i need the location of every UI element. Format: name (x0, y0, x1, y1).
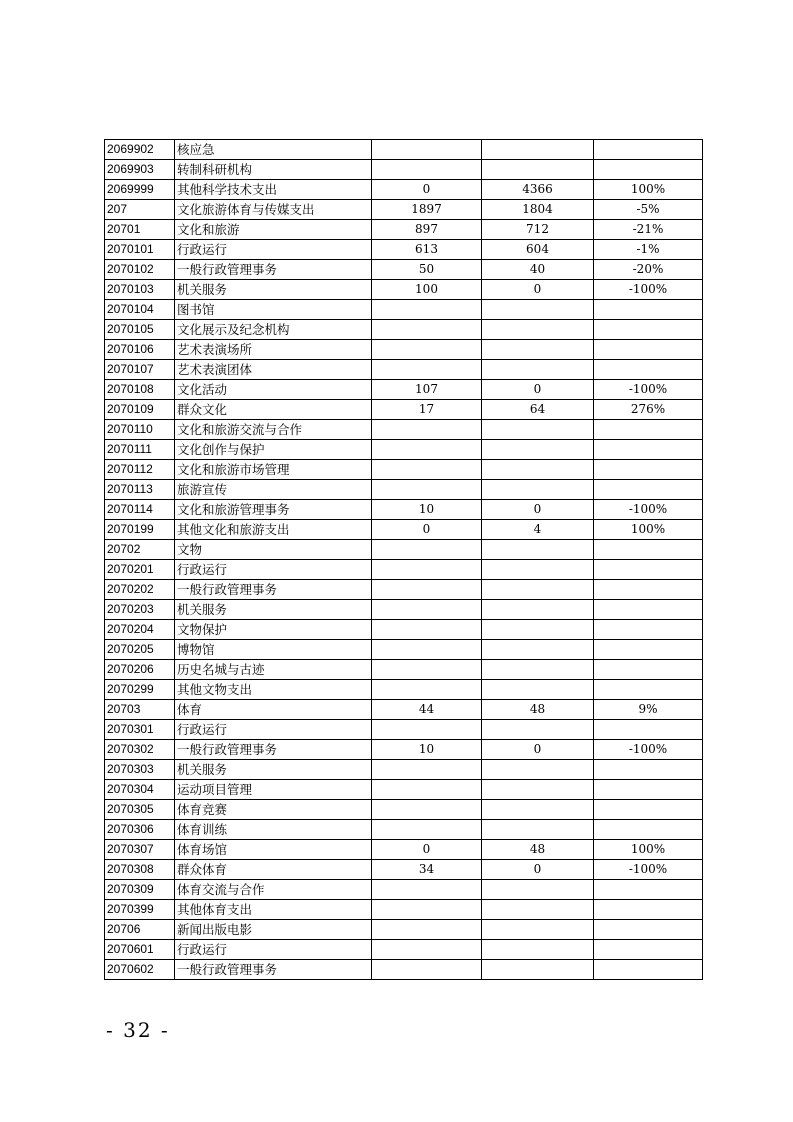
cell-value-1: 107 (372, 380, 482, 400)
cell-code: 2070112 (105, 460, 175, 480)
cell-name: 文化活动 (175, 380, 372, 400)
cell-value-1 (372, 680, 482, 700)
cell-code: 2070107 (105, 360, 175, 380)
cell-value-1 (372, 720, 482, 740)
cell-name: 一般行政管理事务 (175, 740, 372, 760)
cell-value-1 (372, 760, 482, 780)
cell-code: 2070109 (105, 400, 175, 420)
cell-value-1 (372, 580, 482, 600)
cell-name: 机关服务 (175, 760, 372, 780)
cell-value-2 (482, 420, 594, 440)
cell-code: 2070201 (105, 560, 175, 580)
cell-value-1: 100 (372, 280, 482, 300)
cell-value-2 (482, 580, 594, 600)
cell-value-2 (482, 940, 594, 960)
table-row (105, 500, 703, 520)
table-row (105, 380, 703, 400)
cell-value-2 (482, 360, 594, 380)
cell-value-2 (482, 760, 594, 780)
cell-name: 文物 (175, 540, 372, 560)
cell-code: 2070101 (105, 240, 175, 260)
cell-value-1 (372, 140, 482, 160)
cell-code: 2070113 (105, 480, 175, 500)
cell-value-1 (372, 480, 482, 500)
cell-value-1 (372, 340, 482, 360)
cell-value-1: 44 (372, 700, 482, 720)
table-row (105, 200, 703, 220)
cell-value-3 (594, 900, 703, 920)
cell-value-2 (482, 880, 594, 900)
table-row (105, 420, 703, 440)
cell-name: 文化和旅游交流与合作 (175, 420, 372, 440)
cell-value-3: 100% (594, 180, 703, 200)
cell-value-1: 1897 (372, 200, 482, 220)
cell-code: 2070303 (105, 760, 175, 780)
cell-value-3 (594, 640, 703, 660)
cell-code: 20706 (105, 920, 175, 940)
cell-value-1: 613 (372, 240, 482, 260)
cell-name: 一般行政管理事务 (175, 960, 372, 980)
cell-value-1: 34 (372, 860, 482, 880)
cell-value-1 (372, 880, 482, 900)
cell-value-1 (372, 440, 482, 460)
table-row (105, 680, 703, 700)
budget-table (104, 139, 703, 980)
table-row (105, 440, 703, 460)
cell-value-2 (482, 640, 594, 660)
cell-value-3 (594, 620, 703, 640)
cell-code: 2070103 (105, 280, 175, 300)
cell-name: 历史名城与古迹 (175, 660, 372, 680)
cell-value-1 (372, 920, 482, 940)
cell-value-1 (372, 800, 482, 820)
table-row (105, 700, 703, 720)
table-row (105, 280, 703, 300)
cell-code: 2070105 (105, 320, 175, 340)
cell-value-2 (482, 440, 594, 460)
table-row (105, 580, 703, 600)
cell-code: 20701 (105, 220, 175, 240)
cell-value-3 (594, 360, 703, 380)
cell-name: 行政运行 (175, 560, 372, 580)
table-row (105, 340, 703, 360)
cell-value-2 (482, 160, 594, 180)
cell-value-2 (482, 900, 594, 920)
cell-value-2 (482, 320, 594, 340)
cell-code: 2070305 (105, 800, 175, 820)
cell-value-1: 10 (372, 740, 482, 760)
cell-value-2 (482, 680, 594, 700)
cell-value-2 (482, 920, 594, 940)
cell-value-2 (482, 480, 594, 500)
cell-value-1 (372, 600, 482, 620)
cell-value-1: 897 (372, 220, 482, 240)
table-row (105, 940, 703, 960)
cell-name: 群众体育 (175, 860, 372, 880)
cell-value-3: -21% (594, 220, 703, 240)
table-row (105, 560, 703, 580)
cell-name: 机关服务 (175, 280, 372, 300)
cell-value-2 (482, 460, 594, 480)
cell-code: 2069902 (105, 140, 175, 160)
cell-code: 2070104 (105, 300, 175, 320)
cell-value-2: 1804 (482, 200, 594, 220)
cell-name: 文化创作与保护 (175, 440, 372, 460)
cell-name: 其他体育支出 (175, 900, 372, 920)
cell-value-1 (372, 160, 482, 180)
table-row (105, 160, 703, 180)
cell-name: 核应急 (175, 140, 372, 160)
cell-value-2 (482, 820, 594, 840)
cell-name: 行政运行 (175, 720, 372, 740)
cell-name: 博物馆 (175, 640, 372, 660)
cell-code: 2070306 (105, 820, 175, 840)
cell-value-3 (594, 560, 703, 580)
cell-value-3: -100% (594, 860, 703, 880)
table-row (105, 520, 703, 540)
cell-value-1 (372, 360, 482, 380)
cell-code: 2070309 (105, 880, 175, 900)
cell-code: 2070202 (105, 580, 175, 600)
cell-name: 行政运行 (175, 240, 372, 260)
cell-name: 文化旅游体育与传媒支出 (175, 200, 372, 220)
cell-code: 2070106 (105, 340, 175, 360)
table-row (105, 720, 703, 740)
cell-value-1 (372, 420, 482, 440)
cell-code: 2070206 (105, 660, 175, 680)
cell-value-3 (594, 820, 703, 840)
cell-value-3: -100% (594, 280, 703, 300)
cell-value-1: 50 (372, 260, 482, 280)
cell-value-1 (372, 780, 482, 800)
cell-value-3 (594, 420, 703, 440)
cell-value-3: 276% (594, 400, 703, 420)
cell-name: 群众文化 (175, 400, 372, 420)
cell-value-2 (482, 600, 594, 620)
cell-value-2: 604 (482, 240, 594, 260)
cell-code: 2070205 (105, 640, 175, 660)
page-number: - 32 - (106, 1018, 170, 1042)
cell-code: 2070308 (105, 860, 175, 880)
cell-value-3 (594, 340, 703, 360)
cell-value-2 (482, 340, 594, 360)
cell-value-3: -5% (594, 200, 703, 220)
cell-code: 2070114 (105, 500, 175, 520)
cell-value-1 (372, 540, 482, 560)
table-row (105, 320, 703, 340)
table-row (105, 260, 703, 280)
cell-code: 207 (105, 200, 175, 220)
cell-value-3 (594, 940, 703, 960)
cell-code: 20703 (105, 700, 175, 720)
cell-name: 新闻出版电影 (175, 920, 372, 940)
cell-value-3 (594, 600, 703, 620)
cell-value-3 (594, 160, 703, 180)
cell-value-3 (594, 480, 703, 500)
cell-value-2 (482, 960, 594, 980)
cell-value-3 (594, 960, 703, 980)
cell-value-3 (594, 300, 703, 320)
cell-value-2 (482, 800, 594, 820)
cell-value-1 (372, 960, 482, 980)
cell-value-3: -20% (594, 260, 703, 280)
cell-name: 图书馆 (175, 300, 372, 320)
cell-code: 20702 (105, 540, 175, 560)
cell-value-2: 64 (482, 400, 594, 420)
table-body (105, 140, 703, 980)
cell-code: 2070301 (105, 720, 175, 740)
cell-name: 机关服务 (175, 600, 372, 620)
cell-code: 2070299 (105, 680, 175, 700)
cell-value-1 (372, 460, 482, 480)
cell-value-3 (594, 140, 703, 160)
cell-name: 体育 (175, 700, 372, 720)
cell-value-2: 0 (482, 740, 594, 760)
cell-value-2 (482, 560, 594, 580)
cell-value-3: -100% (594, 380, 703, 400)
cell-value-3 (594, 440, 703, 460)
table-row (105, 240, 703, 260)
cell-value-3: 9% (594, 700, 703, 720)
cell-value-1: 0 (372, 180, 482, 200)
cell-value-2 (482, 140, 594, 160)
cell-value-3 (594, 680, 703, 700)
cell-value-1: 17 (372, 400, 482, 420)
cell-code: 2070108 (105, 380, 175, 400)
cell-code: 2070110 (105, 420, 175, 440)
table-row (105, 300, 703, 320)
cell-value-1 (372, 940, 482, 960)
cell-value-1: 0 (372, 520, 482, 540)
cell-name: 文物保护 (175, 620, 372, 640)
table-row (105, 660, 703, 680)
table-row (105, 860, 703, 880)
table-row (105, 780, 703, 800)
cell-value-2 (482, 540, 594, 560)
cell-value-2: 4366 (482, 180, 594, 200)
cell-value-2: 4 (482, 520, 594, 540)
cell-name: 体育场馆 (175, 840, 372, 860)
cell-value-3 (594, 320, 703, 340)
cell-name: 体育竞赛 (175, 800, 372, 820)
table-row (105, 140, 703, 160)
cell-value-2 (482, 720, 594, 740)
cell-code: 2070307 (105, 840, 175, 860)
cell-name: 体育交流与合作 (175, 880, 372, 900)
cell-value-1: 0 (372, 840, 482, 860)
cell-value-3: -100% (594, 500, 703, 520)
cell-value-2 (482, 300, 594, 320)
cell-value-3 (594, 540, 703, 560)
cell-value-1 (372, 660, 482, 680)
cell-code: 2070302 (105, 740, 175, 760)
cell-name: 其他文物支出 (175, 680, 372, 700)
cell-name: 行政运行 (175, 940, 372, 960)
cell-name: 文化和旅游市场管理 (175, 460, 372, 480)
cell-value-3: -1% (594, 240, 703, 260)
cell-code: 2069903 (105, 160, 175, 180)
cell-value-3: -100% (594, 740, 703, 760)
cell-code: 2070602 (105, 960, 175, 980)
cell-code: 2070399 (105, 900, 175, 920)
table-row (105, 800, 703, 820)
cell-value-3 (594, 880, 703, 900)
cell-name: 一般行政管理事务 (175, 580, 372, 600)
cell-value-1 (372, 820, 482, 840)
cell-value-2: 0 (482, 860, 594, 880)
cell-value-3 (594, 780, 703, 800)
cell-value-3 (594, 720, 703, 740)
cell-code: 2070601 (105, 940, 175, 960)
cell-value-3 (594, 580, 703, 600)
cell-value-1 (372, 640, 482, 660)
table-row (105, 960, 703, 980)
cell-value-2: 0 (482, 500, 594, 520)
cell-name: 体育训练 (175, 820, 372, 840)
cell-code: 2070204 (105, 620, 175, 640)
table-row (105, 640, 703, 660)
cell-value-1 (372, 560, 482, 580)
table-row (105, 620, 703, 640)
cell-value-3 (594, 660, 703, 680)
cell-code: 2070203 (105, 600, 175, 620)
table-row (105, 220, 703, 240)
table-row (105, 180, 703, 200)
cell-value-2: 48 (482, 840, 594, 860)
cell-value-2: 0 (482, 380, 594, 400)
table-row (105, 900, 703, 920)
cell-value-2 (482, 660, 594, 680)
cell-value-3 (594, 460, 703, 480)
cell-code: 2070199 (105, 520, 175, 540)
cell-value-2: 712 (482, 220, 594, 240)
cell-value-2: 0 (482, 280, 594, 300)
table-row (105, 760, 703, 780)
table-row (105, 600, 703, 620)
cell-name: 其他文化和旅游支出 (175, 520, 372, 540)
table-row (105, 840, 703, 860)
cell-value-3 (594, 760, 703, 780)
cell-value-3 (594, 920, 703, 940)
cell-name: 一般行政管理事务 (175, 260, 372, 280)
cell-name: 其他科学技术支出 (175, 180, 372, 200)
cell-value-3: 100% (594, 520, 703, 540)
cell-name: 文化展示及纪念机构 (175, 320, 372, 340)
cell-code: 2070304 (105, 780, 175, 800)
cell-code: 2069999 (105, 180, 175, 200)
cell-name: 艺术表演场所 (175, 340, 372, 360)
cell-name: 运动项目管理 (175, 780, 372, 800)
cell-value-2: 40 (482, 260, 594, 280)
table-row (105, 460, 703, 480)
cell-name: 文化和旅游管理事务 (175, 500, 372, 520)
table-row (105, 880, 703, 900)
table-row (105, 820, 703, 840)
cell-value-1: 10 (372, 500, 482, 520)
table-row (105, 400, 703, 420)
cell-name: 转制科研机构 (175, 160, 372, 180)
cell-value-2 (482, 780, 594, 800)
cell-value-3: 100% (594, 840, 703, 860)
cell-value-1 (372, 620, 482, 640)
cell-code: 2070102 (105, 260, 175, 280)
cell-value-1 (372, 900, 482, 920)
cell-value-2 (482, 620, 594, 640)
table-row (105, 360, 703, 380)
table-row (105, 920, 703, 940)
cell-value-1 (372, 300, 482, 320)
cell-code: 2070111 (105, 440, 175, 460)
table-row (105, 740, 703, 760)
cell-name: 艺术表演团体 (175, 360, 372, 380)
cell-value-2: 48 (482, 700, 594, 720)
cell-name: 文化和旅游 (175, 220, 372, 240)
table-row (105, 540, 703, 560)
table-row (105, 480, 703, 500)
cell-value-1 (372, 320, 482, 340)
cell-name: 旅游宣传 (175, 480, 372, 500)
cell-value-3 (594, 800, 703, 820)
